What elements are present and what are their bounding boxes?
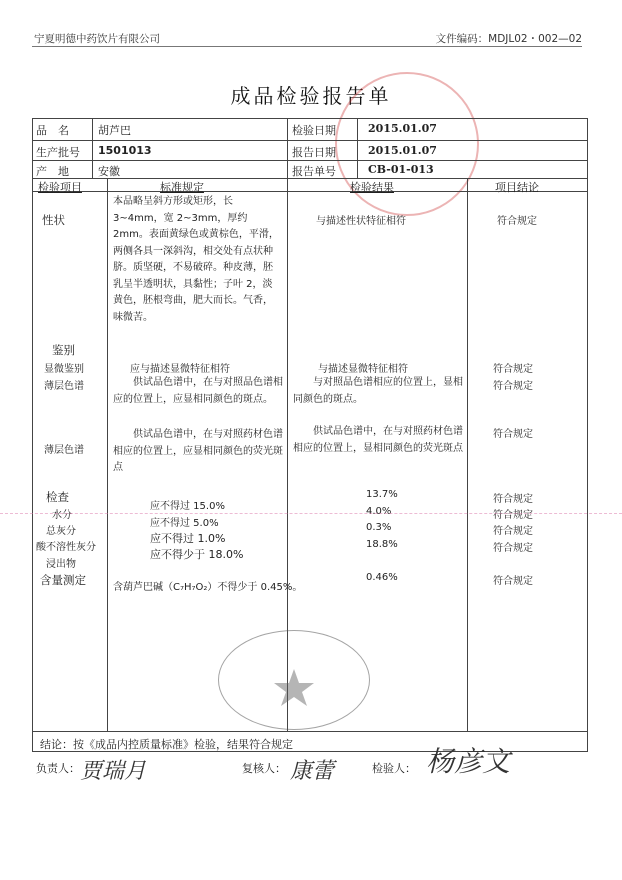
batch-label: 生产批号 [36,146,80,159]
name-label: 品 名 [36,124,69,137]
check-conclusion-extract: 符合规定 [493,543,533,554]
tlc1-conclusion: 符合规定 [493,381,533,392]
check-result-moisture: 13.7% [366,489,398,500]
check-item-acid-ash: 酸不溶性灰分 [36,542,96,553]
check-conclusion-acid-ash: 符合规定 [493,526,533,537]
traits-result: 与描述性状特征相符 [316,216,406,227]
check-item-moisture: 水分 [52,510,72,521]
traits-standard: 本品略呈斜方形或矩形，长 3~4mm，宽 2~3mm，厚约 2mm。表面黄绿色或黄棕色，平滑，两侧各具一深斜沟，相交处有点状种脐。质坚硬，不易破碎。种皮薄，胚乳呈半透明状，具黏性；子叶 2，淡黄色，胚根弯曲，肥大而长。气香，味微苦。 [113,196,279,323]
responsible-label: 负责人： [36,762,80,775]
assay-standard: 含葫芦巴碱（C₇H₇O₂）不得少于 0.45%。 [113,582,303,593]
origin-label: 产 地 [36,165,69,178]
check-item-extract: 浸出物 [46,559,76,570]
inspector-label: 检验人： [372,762,416,775]
tlc2-result: 供试品色谱中，在与对照药材色谱相应的位置上，显相同颜色的荧光斑点 [293,426,463,454]
inspection-stamp [218,630,370,730]
report-no-value: CB-01-013 [368,163,434,176]
check-conclusion-total-ash: 符合规定 [493,510,533,521]
check-result-extract: 18.8% [366,539,398,550]
assay-result: 0.46% [366,572,398,583]
check-result-total-ash: 4.0% [366,506,392,517]
page-title: 成品检验报告单 [230,84,392,108]
traits-conclusion: 符合规定 [497,216,537,227]
col-header-standard: 标准规定 [160,181,204,194]
inspector-signature: 杨彦文 [426,745,511,778]
origin-value: 安徽 [98,165,120,178]
report-date-label: 报告日期 [292,146,336,159]
traits-item: 性状 [42,213,65,227]
check-standard-acid-ash: 应不得过 1.0% [150,532,226,545]
scan-artifact-line [0,513,622,514]
inspect-date-value: 2015.01.07 [368,122,437,135]
tlc2-item: 薄层色谱 [44,445,84,456]
batch-value: 1501013 [98,144,152,157]
check-item-total-ash: 总灰分 [46,526,76,537]
reviewer-signature: 康蕾 [290,759,335,784]
tlc1-item: 薄层色谱 [44,381,84,392]
micro-item: 显微鉴别 [44,364,84,375]
col-header-item: 检验项目 [38,181,82,194]
check-standard-extract: 应不得少于 18.0% [150,548,244,561]
tlc2-standard: 供试品色谱中，在与对照药材色谱相应的位置上，应显相同颜色的荧光斑点 [113,429,283,473]
check-standard-moisture: 应不得过 15.0% [150,501,225,512]
col-header-conclusion: 项目结论 [495,181,539,194]
col-header-result: 检验结果 [350,181,394,194]
check-conclusion-moisture: 符合规定 [493,494,533,505]
micro-conclusion: 符合规定 [493,364,533,375]
star-icon [219,631,369,729]
tlc2-conclusion: 符合规定 [493,429,533,440]
micro-standard: 应与描述显微特征相符 [130,364,230,375]
tlc1-result: 与对照品色谱相应的位置上，显相同颜色的斑点。 [293,377,463,405]
document-code: 文件编码：MDJL02・002—02 [435,33,582,45]
check-standard-total-ash: 应不得过 5.0% [150,518,219,529]
check-result-acid-ash: 0.3% [366,522,392,533]
conclusion-text: 结论：按《成品内控质量标准》检验，结果符合规定 [40,738,293,751]
checks-heading: 检查 [46,490,69,504]
company-name: 宁夏明德中药饮片有限公司 [34,33,160,45]
inspect-date-label: 检验日期 [292,124,336,137]
header-rule [32,46,582,47]
name-value: 胡芦巴 [98,124,131,137]
report-no-label: 报告单号 [292,165,336,178]
report-date-value: 2015.01.07 [368,144,437,157]
micro-result: 与描述显微特征相符 [318,364,408,375]
assay-conclusion: 符合规定 [493,576,533,587]
tlc1-standard: 供试品色谱中，在与对照品色谱相应的位置上，应显相同颜色的斑点。 [113,377,283,405]
identification-heading: 鉴别 [52,343,75,357]
responsible-signature: 贾瑞月 [80,759,147,784]
assay-item: 含量测定 [40,573,86,587]
reviewer-label: 复核人： [242,762,286,775]
